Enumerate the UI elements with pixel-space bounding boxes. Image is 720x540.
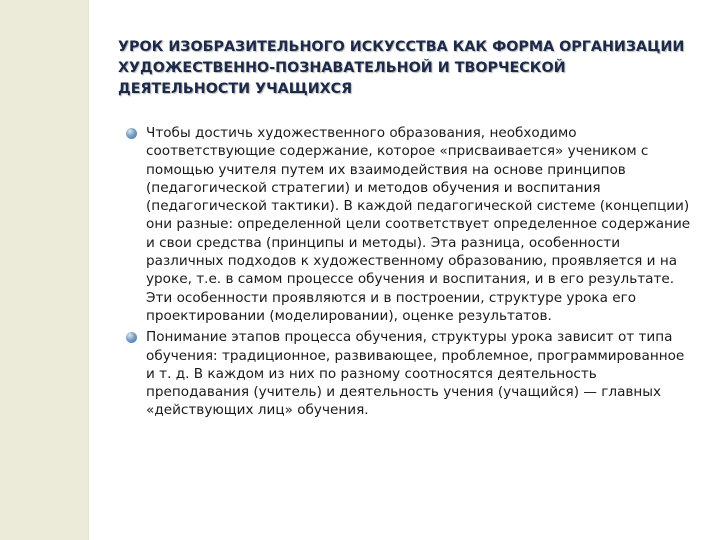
bullet-text: Чтобы достичь художественного образования, необходимо соответствующие содержание, которое «присваивается» учеником с помощью учителя путем их взаимодействия на основе принципов (педагогической стратегии) и методов обучения и воспитания (педагогической тактики). В каждой педагогической системе (концепции) они разные: определенной цели соответствует определенное содержание и свои средства (принципы и методы). Эта разница, особенности различных подходов к художественному образованию, проявляется и на уроке, т.е. в самом процессе обучения и воспитания, и в его результате. Эти особенности проявляются и в построении, структуре урока его проектировании (моделировании), оценке результатов. [146,125,691,324]
slide-title: УРОК ИЗОБРАЗИТЕЛЬНОГО ИСКУССТВА КАК ФОРМА ОРГАНИЗАЦИИ ХУДОЖЕСТВЕННО-ПОЗНАВАТЕЛЬНОЙ И ТВОРЧЕСКОЙ ДЕЯТЕЛЬНОСТИ УЧАЩИХСЯ [118,39,685,97]
bullet-list [126,124,696,420]
sphere-bullet-icon [126,332,137,343]
left-band-divider [88,0,89,540]
sphere-bullet-icon [126,128,137,139]
left-decorative-band [0,0,88,540]
bullet-item [126,124,696,325]
bullet-item [126,328,696,419]
bullet-text: Понимание этапов процесса обучения, структуры урока зависит от типа обучения: традиционное, развивающее, проблемное, программированное и т. д. В каждом из них по разному соотносятся деятельность преподавания (учитель) и деятельность учения (учащийся) — главных «действующих лиц» обучения. [146,329,685,419]
